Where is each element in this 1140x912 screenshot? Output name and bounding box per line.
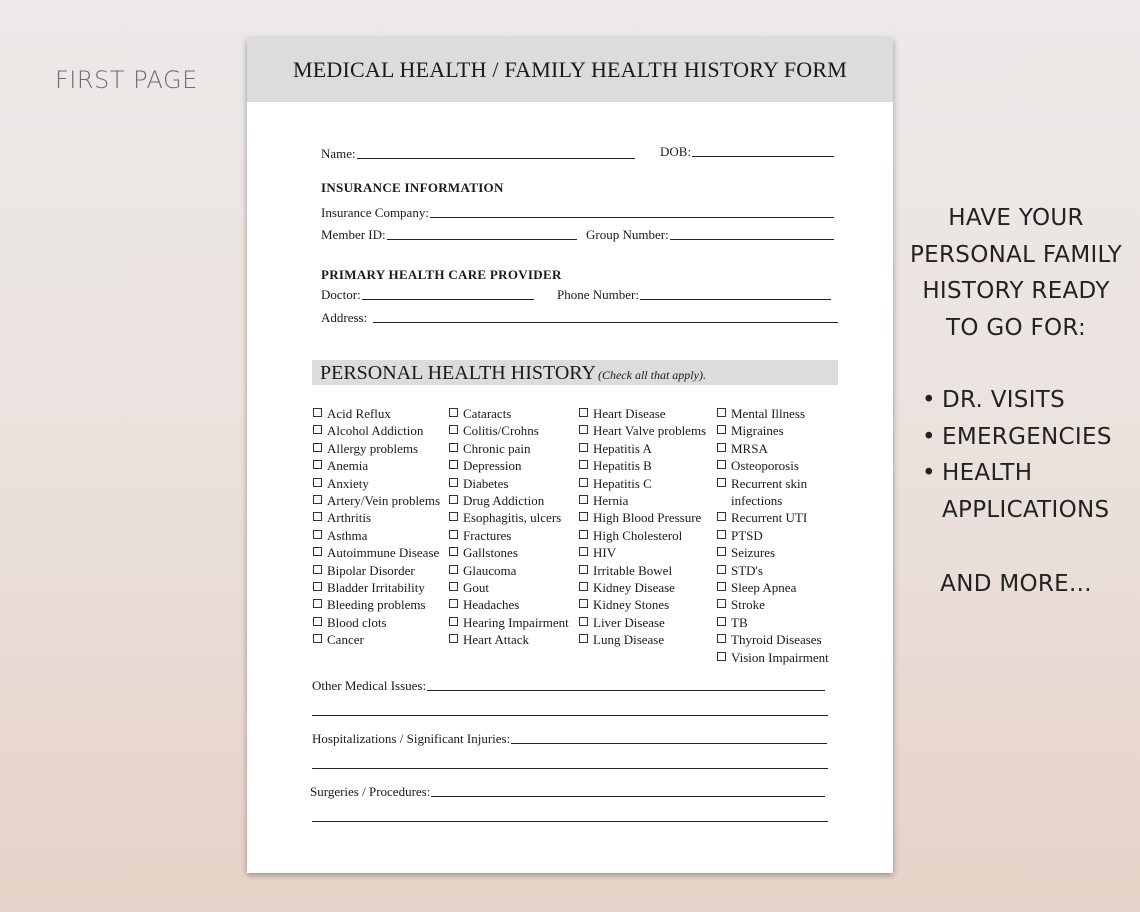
checkbox[interactable] [313,495,322,504]
dob-label: DOB: [660,144,692,159]
checkbox[interactable] [313,547,322,556]
condition-item[interactable] [716,562,829,579]
condition-label: Kidney Stones [593,597,670,613]
condition-item[interactable] [578,579,706,596]
condition-column [312,405,440,649]
condition-item[interactable] [448,579,569,596]
condition-label: High Blood Pressure [593,510,702,526]
other-issues-field[interactable] [427,689,825,691]
condition-item[interactable] [448,596,569,613]
promo-bullet-list [898,382,1134,528]
member-id-row [321,227,577,243]
insurance-company-label: Insurance Company: [321,205,429,220]
condition-label: Recurrent UTI [731,510,808,526]
condition-item[interactable] [716,614,829,631]
insurance-company-row [321,205,834,221]
checkbox[interactable] [579,478,588,487]
checkbox[interactable] [579,565,588,574]
condition-item[interactable] [448,492,569,509]
condition-label: Colitis/Crohns [463,423,539,439]
other-issues-row [312,678,825,694]
checkbox[interactable] [717,443,726,452]
condition-column [578,405,706,649]
condition-item[interactable] [448,562,569,579]
condition-item[interactable] [312,631,440,648]
name-row [321,146,635,162]
condition-label: Chronic pain [463,440,531,456]
member-id-label: Member ID: [321,227,386,242]
condition-label: Mental Illness [731,406,806,421]
checkbox[interactable] [313,478,322,487]
condition-item[interactable] [578,562,706,579]
dob-field[interactable] [692,155,834,157]
history-note: (Check all that apply). [597,368,706,382]
checkbox[interactable] [579,599,588,608]
checkbox[interactable] [313,565,322,574]
condition-label: Esophagitis, ulcers [463,510,562,526]
checkbox[interactable] [579,530,588,539]
form-page [247,38,893,873]
condition-item[interactable] [716,475,829,510]
condition-item[interactable] [448,614,569,631]
checkbox[interactable] [449,547,458,556]
condition-label: Sleep Apnea [731,580,797,596]
name-label: Name: [321,146,356,161]
condition-column [716,405,829,666]
checkbox[interactable] [449,599,458,608]
checkbox[interactable] [717,599,726,608]
condition-item[interactable] [578,422,706,439]
condition-item[interactable] [312,457,440,474]
condition-label: Headaches [463,597,520,613]
condition-item[interactable] [716,631,829,648]
condition-item[interactable] [578,475,706,492]
checkbox[interactable] [449,425,458,434]
checkbox[interactable] [579,547,588,556]
phone-field[interactable] [640,298,831,300]
checkbox[interactable] [313,460,322,469]
insurance-heading: INSURANCE INFORMATION [321,180,504,195]
condition-item[interactable] [716,440,829,457]
surgeries-label: Surgeries / Procedures: [310,784,431,799]
condition-label: Arthritis [327,510,372,526]
checkbox[interactable] [717,460,726,469]
condition-item[interactable] [312,527,440,544]
condition-item[interactable] [578,631,706,648]
condition-label: Cataracts [463,406,512,421]
phone-row [557,287,831,303]
promo-heading-line: HISTORY READY [922,278,1110,304]
condition-label: Osteoporosis [731,458,799,474]
surgeries-extra-line[interactable] [312,820,828,822]
checkbox[interactable] [449,634,458,643]
doctor-label: Doctor: [321,287,361,302]
doctor-field[interactable] [362,298,534,300]
checkbox[interactable] [449,617,458,626]
checkbox[interactable] [717,617,726,626]
hospitalizations-row [312,731,827,747]
promo-panel [898,200,1134,602]
promo-heading-line: HAVE YOUR [948,205,1084,231]
condition-item[interactable] [578,614,706,631]
condition-label: Seizures [731,545,776,561]
surgeries-field[interactable] [431,795,825,797]
checkbox[interactable] [579,582,588,591]
condition-item[interactable] [578,596,706,613]
dob-row [660,144,834,160]
promo-bullet: • EMERGENCIES [922,419,1134,456]
condition-item[interactable] [716,422,829,439]
condition-label: Recurrent skin infections [731,475,808,509]
personal-health-history-header [312,360,838,385]
condition-label: Gout [463,580,489,596]
other-issues-label: Other Medical Issues: [312,678,427,693]
condition-label: Bladder Irritability [327,580,425,596]
form-title: MEDICAL HEALTH / FAMILY HEALTH HISTORY FORM [247,38,893,102]
checkbox[interactable] [717,478,726,487]
promo-heading-line: PERSONAL FAMILY [910,241,1122,268]
checkbox[interactable] [579,408,588,417]
condition-label: HIV [593,545,617,561]
condition-item[interactable] [716,509,829,526]
condition-label: Irritable Bowel [593,562,673,578]
group-number-label: Group Number: [586,227,669,242]
condition-label: Heart Valve problems [593,423,707,439]
condition-item[interactable] [578,492,706,509]
condition-label: Cancer [327,632,364,648]
checkbox[interactable] [449,478,458,487]
condition-item[interactable] [578,405,706,422]
condition-item[interactable] [312,405,440,422]
condition-label: TB [731,614,748,630]
doctor-row [321,287,534,303]
hospitalizations-field[interactable] [511,742,827,744]
group-number-field[interactable] [670,238,834,240]
checkbox[interactable] [449,460,458,469]
condition-item[interactable] [312,509,440,526]
condition-item[interactable] [448,631,569,648]
condition-label: High Cholesterol [593,527,683,543]
condition-item[interactable] [448,527,569,544]
condition-column [448,405,569,649]
checkbox[interactable] [449,582,458,591]
condition-item[interactable] [448,422,569,439]
condition-item[interactable] [312,596,440,613]
condition-label: Hearing Impairment [463,614,569,630]
condition-item[interactable] [312,422,440,439]
surgeries-row [310,784,825,800]
checkbox[interactable] [449,443,458,452]
checkbox[interactable] [313,512,322,521]
condition-item[interactable] [448,475,569,492]
checkbox[interactable] [449,495,458,504]
condition-item[interactable] [716,405,829,422]
checkbox[interactable] [717,547,726,556]
condition-label: Heart Disease [593,406,666,421]
promo-more: AND MORE... [940,571,1092,597]
condition-item[interactable] [448,457,569,474]
checkbox[interactable] [313,582,322,591]
condition-label: Vision Impairment [731,649,829,665]
promo-heading-line: TO GO FOR: [945,314,1087,341]
condition-item[interactable] [716,579,829,596]
condition-item[interactable] [312,579,440,596]
checkbox[interactable] [579,617,588,626]
condition-label: Migraines [731,423,784,439]
checkbox[interactable] [579,512,588,521]
checkbox[interactable] [313,443,322,452]
checkbox[interactable] [449,512,458,521]
checkbox[interactable] [717,652,726,661]
condition-item[interactable] [716,527,829,544]
checkbox[interactable] [449,530,458,539]
provider-heading: PRIMARY HEALTH CARE PROVIDER [321,267,562,282]
first-page-label: FIRST PAGE [55,66,198,94]
phone-label: Phone Number: [557,287,639,302]
condition-label: Fractures [463,527,512,543]
checkbox[interactable] [313,425,322,434]
condition-item[interactable] [312,475,440,492]
checkbox[interactable] [579,425,588,434]
condition-label: Alcohol Addiction [327,423,424,439]
other-issues-extra-line[interactable] [312,714,828,716]
checkbox[interactable] [313,599,322,608]
hospitalizations-extra-line[interactable] [312,767,828,769]
condition-item[interactable] [578,544,706,561]
condition-label: Heart Attack [463,632,530,648]
condition-item[interactable] [312,440,440,457]
condition-label: Glaucoma [463,562,517,578]
checkbox[interactable] [313,408,322,417]
checkbox[interactable] [449,408,458,417]
condition-label: Kidney Disease [593,580,675,596]
condition-item[interactable] [578,509,706,526]
condition-label: Blood clots [327,614,387,630]
promo-bullet: • HEALTH APPLICATIONS [922,455,1134,528]
checkbox[interactable] [579,460,588,469]
condition-label: Anemia [327,458,369,474]
checkbox[interactable] [717,425,726,434]
condition-item[interactable] [448,440,569,457]
condition-label: Hepatitis B [593,458,652,474]
insurance-company-field[interactable] [430,216,834,218]
checkbox[interactable] [313,530,322,539]
group-number-row [586,227,834,243]
condition-item[interactable] [716,544,829,561]
condition-item[interactable] [578,440,706,457]
condition-label: STD's [731,562,763,578]
condition-label: PTSD [731,527,763,543]
condition-label: Bipolar Disorder [327,562,415,578]
condition-label: Bleeding problems [327,597,426,613]
condition-item[interactable] [716,457,829,474]
condition-label: Hernia [593,493,629,509]
checkbox[interactable] [449,565,458,574]
condition-label: Acid Reflux [327,406,391,421]
checkbox[interactable] [579,495,588,504]
condition-item[interactable] [448,544,569,561]
condition-item[interactable] [716,596,829,613]
condition-label: MRSA [731,440,768,456]
condition-item[interactable] [448,509,569,526]
address-label: Address: [321,310,368,325]
checkbox[interactable] [717,565,726,574]
promo-bullet: • DR. VISITS [922,382,1134,419]
condition-label: Hepatitis A [593,440,652,456]
checkbox[interactable] [717,634,726,643]
checkbox[interactable] [717,582,726,591]
condition-label: Lung Disease [593,632,665,648]
address-row [321,310,838,326]
condition-label: Gallstones [463,545,518,561]
condition-label: Anxiety [327,475,369,491]
checkbox[interactable] [717,512,726,521]
checkbox[interactable] [579,443,588,452]
condition-label: Artery/Vein problems [327,493,441,509]
address-field[interactable] [373,321,838,323]
checkbox[interactable] [579,634,588,643]
condition-label: Depression [463,458,522,474]
condition-item[interactable] [448,405,569,422]
condition-item[interactable] [578,527,706,544]
checkbox[interactable] [313,617,322,626]
checkbox[interactable] [717,408,726,417]
promo-heading [898,200,1134,346]
condition-item[interactable] [312,492,440,509]
history-title: PERSONAL HEALTH HISTORY [320,362,596,384]
condition-label: Asthma [327,527,368,543]
condition-label: Autoimmune Disease [327,545,440,561]
condition-item[interactable] [312,562,440,579]
condition-label: Allergy problems [327,440,419,456]
condition-item[interactable] [312,614,440,631]
condition-item[interactable] [716,649,829,666]
checkbox[interactable] [313,634,322,643]
condition-label: Thyroid Diseases [731,632,822,648]
member-id-field[interactable] [387,238,577,240]
condition-label: Hepatitis C [593,475,652,491]
condition-label: Liver Disease [593,614,665,630]
name-field[interactable] [357,157,635,159]
condition-item[interactable] [578,457,706,474]
checkbox[interactable] [717,530,726,539]
hospitalizations-label: Hospitalizations / Significant Injuries: [312,731,511,746]
condition-label: Drug Addiction [463,493,545,509]
condition-label: Diabetes [463,475,509,491]
condition-label: Stroke [731,597,765,613]
condition-item[interactable] [312,544,440,561]
